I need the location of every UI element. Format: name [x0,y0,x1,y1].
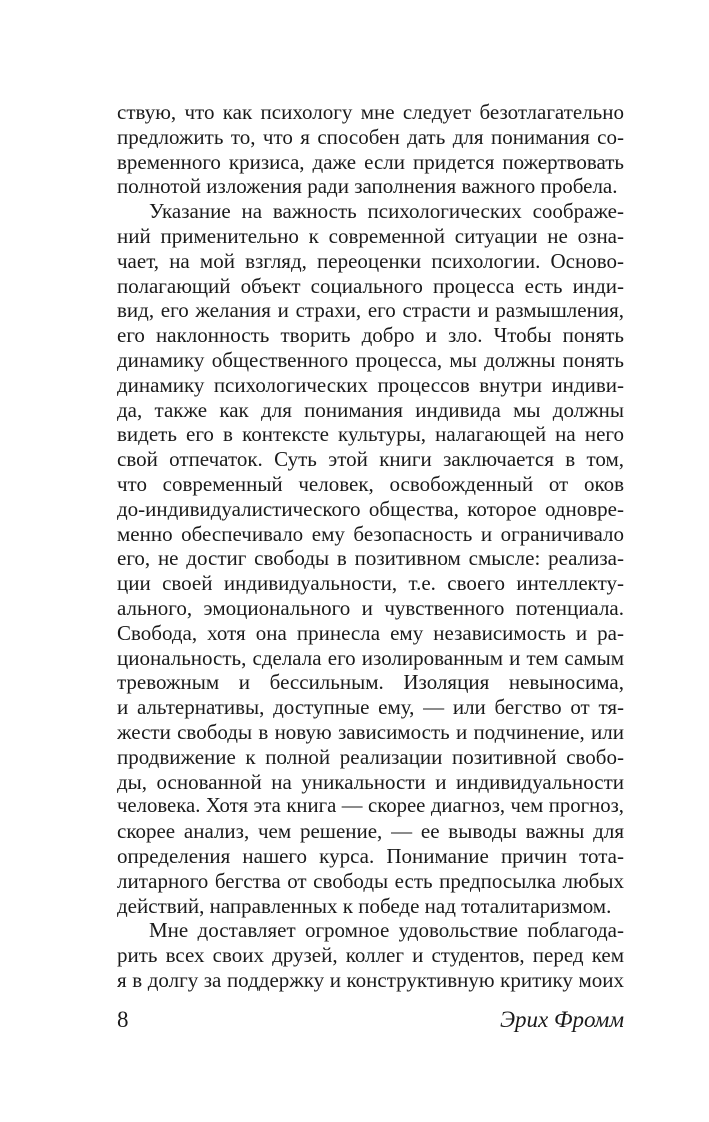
text-line: Мне доставляет огромное удовольствие поблагода- [149,918,624,943]
text-line: рить всех своих друзей, коллег и студентов, перед кем [117,943,624,968]
text-line: действий, направленных к победе над тоталитаризмом. [117,893,612,918]
text-line: предложить то, что я способен дать для понимания со- [117,124,624,149]
text-line: ний применительно к современной ситуации не озна- [117,223,624,248]
text-line: менно обеспечивало ему безопасность и ограничивало [117,521,624,546]
text-line: да, также как для понимания индивида мы должны [117,397,624,422]
text-line: Свобода, хотя она принесла ему независимость и ра- [117,620,624,645]
text-line: ального, эмоционального и чувственного потенциала. [117,595,624,620]
text-line: Указание на важность психологических соображе- [149,199,624,224]
text-line: полнотой изложения ради заполнения важного пробела. [117,174,618,199]
text-line: продвижение к полной реализации позитивной свобо- [117,744,624,769]
text-line: человека. Хотя эта книга — скорее диагноз, чем прогноз, [117,795,624,818]
text-line: чает, на мой взгляд, переоценки психологии. Осново- [117,248,624,273]
text-line: свой отпечаток. Суть этой книги заключается в том, [117,447,624,472]
text-line: вид, его желания и страхи, его страсти и размышления, [117,298,624,323]
text-line: его, не достиг свободы в позитивном смысле: реализа- [117,546,624,571]
text-line: ции своей индивидуальности, т.е. своего интеллекту- [117,571,624,596]
text-line: видеть его в контексте культуры, налагающей на него [117,422,624,447]
text-line: временного кризиса, даже если придется пожертвовать [117,149,624,174]
text-line: скорее анализ, чем решение, — ее выводы важны для [117,819,624,844]
text-line: ствую, что как психологу мне следует безотлагательно [117,100,624,124]
page-footer [117,1005,624,1035]
page-number: 8 [117,1007,129,1032]
text-line: до-индивидуалистического общества, которое одновре- [117,496,624,521]
text-line: ды, основанной на уникальности и индивидуальности [117,769,624,794]
paragraph-2 [117,199,624,918]
text-line: циональность, сделала его изолированным и тем самым [117,645,624,670]
paragraph-3 [117,918,624,992]
paragraph-1 [117,100,624,199]
text-line: жести свободы в новую зависимость и подчинение, или [117,719,624,744]
running-head-author: Эрих Фромм [500,1007,624,1032]
text-line: его наклонность творить добро и зло. Чтобы понять [117,323,624,348]
text-line: динамику общественного процесса, мы должны понять [117,347,624,372]
text-line: тревожным и бессильным. Изоляция невыносима, [117,670,624,695]
text-line: полагающий объект социального процесса есть инди- [117,273,624,298]
text-line: я в долгу за поддержку и конструктивную критику моих [117,967,624,992]
body-text [117,100,624,993]
text-line: и альтернативы, доступные ему, — или бегство от тя- [117,695,624,720]
text-line: определения нашего курса. Понимание причин тота- [117,843,624,868]
text-line: что современный человек, освобожденный от оков [117,471,624,496]
text-line: литарного бегства от свободы есть предпосылка любых [117,868,624,893]
text-line: динамику психологических процессов внутри индиви- [117,372,624,397]
